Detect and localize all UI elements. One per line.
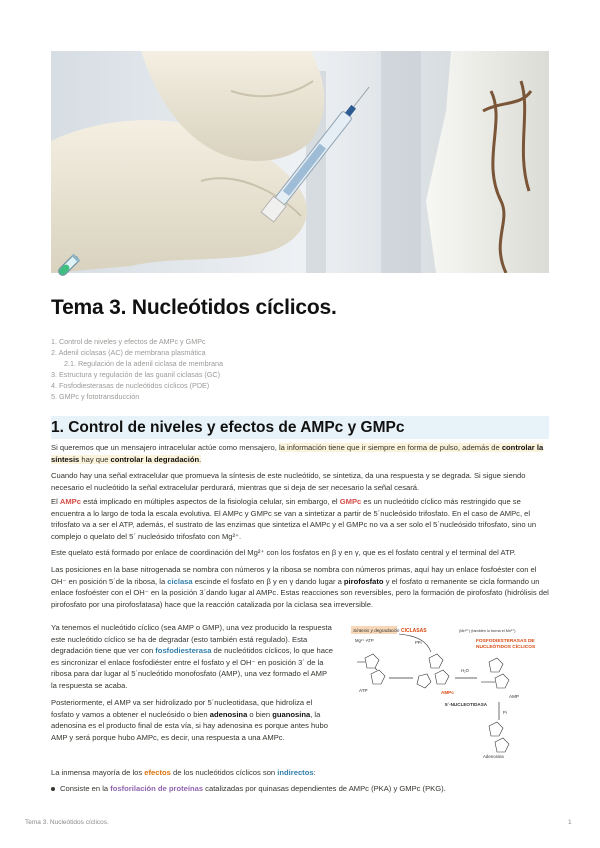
bullet-dot (51, 787, 55, 791)
bold-text: controlar la síntesis (51, 443, 544, 464)
ampc-pathway-figure (349, 622, 549, 760)
text: : (313, 768, 316, 777)
text: de los nucleótidos cíclicos son (170, 768, 278, 777)
text: El (51, 497, 60, 506)
colored-term: indirectos (277, 768, 314, 777)
text: escinde el fosfato en β y en γ dando lugar a (192, 576, 344, 586)
text: Posteriormente, el AMP va ser hidrolizado por 5´nucleotidasa, que hidroliza el fosfato y vamos a obtener el nucleósido o bien (51, 698, 313, 719)
text: . (199, 454, 202, 464)
text: es un nucleótido cíclico más restringido que se encuentra a lo largo de toda la escala evolutiva. El AMPc y GMPc se van a sintetizar a partir de 5´nucleósido trifosfato. En el caso de AMPc, el trifosfato va a ser el ATP, además, el sustrato de las enzimas que sintetiza el AMPc y el GMPc no va a ser solo el 5´nucleósido trifosfato, sino un complejo o quelato del 5´ nucleósido trifosfato con Mg²⁺. (51, 497, 537, 541)
toc-item[interactable]: 3. Estructura y regulación de las guanil ciclasas (GC) (51, 370, 220, 379)
text: de nucleótidos cíclicos, lo que hace es sincronizar el enlace fosfodiéster entre el fosfato y el OH⁻ en posición 3´ de la ribosa para dar lugar al 5´nucleótido monofosfato (AMP), una vez formado el AMP la respuesta se acaba. (51, 646, 333, 690)
amp-label: AMP (509, 694, 519, 699)
text: Las posiciones en la base nitrogenada se nombra con números y la ribosa se nombra con números primas, aquí hay un enlace fosfoéster con el OH⁻ en posición 5´de la ribosa, la (51, 565, 537, 586)
toc-item[interactable]: 2. Adenil ciclasas (AC) de membrana plasmática (51, 348, 206, 357)
text: está implicado en múltiples aspectos de la fisiología celular, sin embargo, el (80, 497, 340, 506)
toc-item[interactable]: 1. Control de niveles y efectos de AMPc y GMPc (51, 337, 206, 346)
page-number: 1 (568, 819, 572, 826)
text: La inmensa mayoría de los (51, 768, 145, 777)
paragraph (51, 697, 333, 743)
toc-item[interactable]: 2.1. Regulación de la adenil ciclasa de membrana (64, 359, 224, 368)
bold-text: guanosina (272, 709, 311, 719)
list-item (60, 783, 446, 794)
h2o-label: H₂O (461, 668, 469, 673)
toc-item[interactable]: 4. Fosfodiesterasas de nucleótidos cíclicos (PDE) (51, 381, 210, 390)
paragraph: Este quelato está formado por enlace de coordinación del Mg²⁺ con los fosfatos en β y en γ, que es el fosfato central y el terminal del ATP. (51, 548, 516, 557)
colored-term: GMPc (339, 497, 362, 506)
ciclasas-label: CICLASAS (401, 628, 427, 634)
lab-photo-illustration (51, 51, 549, 273)
colored-term: fosfodiesterasa (155, 646, 212, 656)
paragraph: Cuando hay una señal extracelular que promueva la síntesis de este nucleótido, se sintetiza, da una respuesta y se degrada. Si sigue siendo necesario el nucleótido la señal extracelular perdurará, mientras que si deja de ser necesario la señal cesará. (51, 471, 526, 492)
text: , la adenosina es el producto final de esta vía, si hay adenosina es porque antes hubo AMP y será porque hubo AMPc, es decir, una respuesta a una AMPc. (51, 709, 328, 742)
quelato-label: (Mn²⁺) (también lo forma el Mn²⁺) (459, 629, 516, 633)
adenosina-label: Adenosina (483, 754, 504, 759)
cover-image (51, 51, 549, 273)
mg-atp-label: Mg²⁺·ATP (355, 638, 374, 643)
colored-term: fosforilación de proteínas (110, 784, 204, 793)
pathway-diagram (349, 622, 549, 760)
ampc-structure (417, 654, 454, 695)
text: y el fosfato α remanente se cicla formando un enlace fosfoéster con el OH⁻ en la posición 3´dando lugar al AMPc. Estas reacciones son reversibles, pero la formación de pirofosfato (hidrólisis del pirofosfato por una pirofosfatasa) hace que la reacción catalizada por la ciclasa sea irreversible. (51, 576, 549, 609)
text: hay que (79, 454, 111, 464)
paragraph (51, 564, 549, 610)
text: Consiste en la (60, 784, 111, 793)
table-of-contents (51, 336, 223, 402)
pi-label: Pi (503, 710, 507, 715)
text: Si queremos que un mensajero intracelular actúe como mensajero, (51, 443, 279, 452)
bold-text: pirofosfato (343, 576, 384, 586)
text: o bien (247, 709, 273, 719)
paragraph (51, 622, 333, 692)
paragraph (51, 442, 549, 465)
paragraph (51, 496, 549, 542)
paragraph (51, 767, 549, 779)
text: Ya tenemos el nucleótido cíclico (sea AMP o GMP), una vez producido la respuesta este nucleótido cíclico se ha de degradar (esto también está regulado). Esta degradación tiene que ver con (51, 623, 332, 656)
footer-title: Tema 3. Nucleótidos cíclicos. (25, 819, 109, 826)
section-heading: 1. Control de niveles y efectos de AMPc y GMPc (51, 416, 549, 439)
atp-label: ATP (359, 688, 368, 693)
text: la información tiene que ir siempre en forma de pulso, además de (278, 443, 502, 452)
amp-structure (481, 658, 519, 699)
toc-item[interactable]: 5. GMPc y fototransducción (51, 392, 140, 401)
colored-term: efectos (144, 768, 171, 777)
figure-box-label: Síntesis y degradación (353, 628, 400, 633)
adenosine-structure (483, 722, 509, 759)
test-tube-icon (52, 252, 82, 282)
atp-structure (357, 654, 385, 693)
page-title: Tema 3. Nucleótidos cíclicos. (51, 296, 337, 319)
nucleotidasa-label: 5´-NUCLEOTIDASA (445, 702, 488, 707)
fosfodiesterasas-label: FOSFODIESTERASAS DE NUCLEÓTIDOS CÍCLICOS (476, 639, 536, 650)
colored-term: ciclasa (167, 576, 193, 586)
text: catalizadas por quinasas dependientes de AMPc (PKA) y GMPc (PKG). (203, 784, 446, 793)
bold-text: controlar la degradación (110, 454, 200, 464)
bold-text: adenosina (209, 709, 248, 719)
ppi-label: PPi (415, 640, 422, 645)
colored-term: AMPc (59, 497, 81, 506)
ampc-label: AMPc (441, 690, 454, 695)
